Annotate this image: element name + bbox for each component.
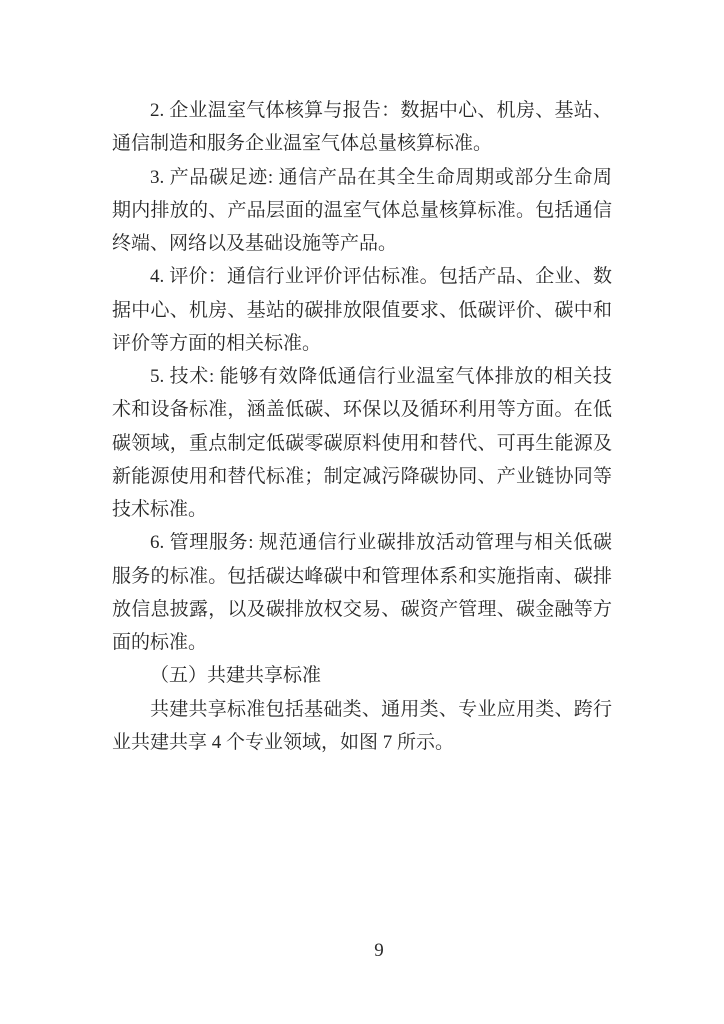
- paragraph-item-5-technology: 5. 技术: 能够有效降低通信行业温室气体排放的相关技术和设备标准，涵盖低碳、环保以及循环利用等方面。在低碳领域，重点制定低碳零碳原料使用和替代、可再生能源及新能源使用和替代标准；制定减污降碳协同、产业链协同等技术标准。: [112, 366, 612, 520]
- paragraph-item-4-evaluation: 4. 评价：通信行业评价评估标准。包括产品、企业、数据中心、机房、基站的碳排放限值要求、低碳评价、碳中和评价等方面的相关标准。: [112, 266, 612, 354]
- paragraph-item-3-product-carbon-footprint: 3. 产品碳足迹: 通信产品在其全生命周期或部分生命周期内排放的、产品层面的温室气体总量核算标准。包括通信终端、网络以及基础设施等产品。: [112, 166, 612, 254]
- page-number: 9: [374, 940, 384, 961]
- paragraph-item-6-management-services: 6. 管理服务: 规范通信行业碳排放活动管理与相关低碳服务的标准。包括碳达峰碳中和管理体系和实施指南、碳排放信息披露，以及碳排放权交易、碳资产管理、碳金融等方面的标准。: [112, 532, 612, 653]
- body-text-block: [112, 94, 612, 759]
- section-heading-co-build-co-share: （五）共建共享标准: [150, 665, 322, 687]
- paragraph-co-build-co-share-intro: 共建共享标准包括基础类、通用类、专业应用类、跨行业共建共享 4 个专业领域，如图 7 所示。: [112, 698, 612, 753]
- paragraph-item-2-ghg-accounting: 2. 企业温室气体核算与报告：数据中心、机房、基站、通信制造和服务企业温室气体总量核算标准。: [112, 100, 612, 155]
